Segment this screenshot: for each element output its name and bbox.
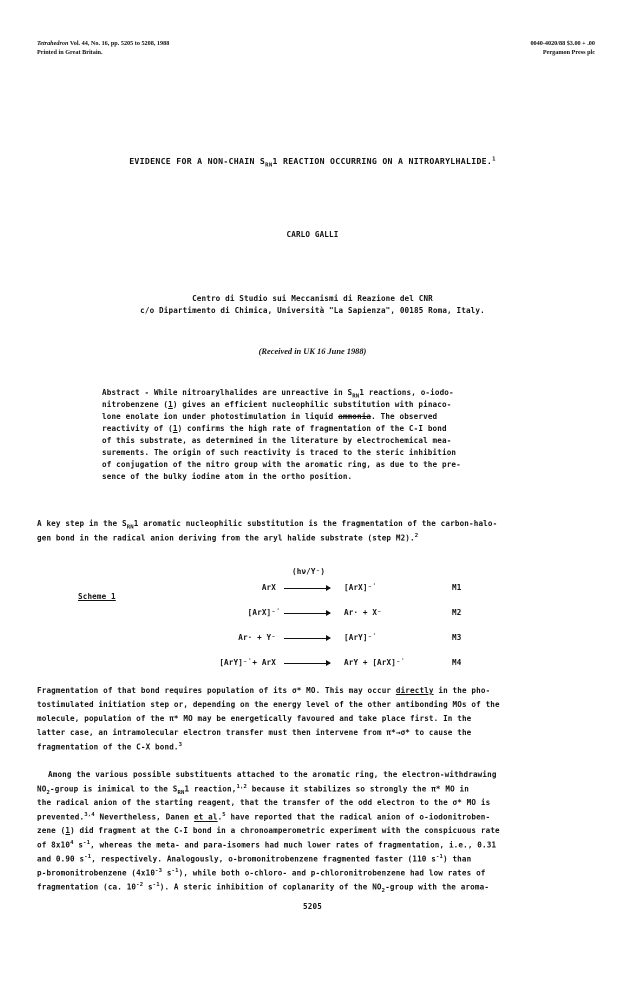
received-date: (Received in UK 16 June 1988) (258, 347, 367, 356)
paper-title: EVIDENCE FOR A NON-CHAIN $S_{RN}1$ REACTION OCCURRING ON A NITROARYLHALIDE.$^1$ (129, 156, 496, 169)
publisher: Pergamon Press plc (542, 49, 595, 56)
abstract-line: reactivity of (1) confirms the high rate of fragmentation of the C-I bond (102, 424, 447, 433)
step-tag: M2 (452, 608, 462, 617)
step-tag: M1 (452, 583, 462, 592)
text-line: $NO_2$-group is inimical to the $S_{RN}1$ reaction,$^{1,2}$ because it stabilizes so strongly the π* MO in (37, 784, 469, 797)
text-line: of $8x10^4$ $s^{-1}$, whereas the meta- and para-isomers had much lower rates of fragmentation, i.e., 0.31 (37, 840, 497, 850)
scheme-condition: (hν/Y⁻) (292, 567, 326, 576)
page-number: 5205 (303, 902, 322, 911)
product: Ar· + X⁻ (344, 608, 382, 617)
text-line: the radical anion of the starting reagent, that the transfer of the odd electron to the σ* MO is (37, 798, 491, 807)
abstract-line: surements. The origin of such reactivity is traced to the steric inhibition (102, 448, 457, 457)
text-line: molecule, population of the π* MO may be energetically favoured and take place first. In the (37, 714, 472, 723)
reactant: [ArY]⁻̇ + ArX (219, 658, 276, 667)
reactant: [ArX]⁻̇ (247, 608, 276, 617)
text-line: gen bond in the radical anion deriving from the aryl halide substrate (step M2).$^2$ (37, 533, 419, 543)
step-tag: M4 (452, 658, 462, 667)
printed-in: Printed in Great Britain. (37, 49, 103, 56)
journal-citation (37, 40, 169, 48)
text-line: tostimulated initiation step or, depending on the energy level of the other antibonding MOs of the (37, 700, 500, 709)
article-code: 0040-4020/88 $3.00 + .00 (530, 40, 595, 47)
journal-name: Tetrahedron (37, 40, 69, 47)
reaction-arrow (280, 583, 334, 592)
product: [ArY]⁻̇ (344, 633, 373, 642)
text-line: Fragmentation of that bond requires population of its σ* MO. This may occur directly in the pho- (37, 686, 491, 695)
reaction-arrow (280, 608, 334, 617)
affiliation-line-1: Centro di Studio sui Meccanismi di Reazione del CNR (192, 294, 433, 303)
step-tag: M3 (452, 633, 462, 642)
author-name: CARLO GALLI (286, 230, 339, 239)
citation-text: Vol. 44, No. 16, pp. 5205 to 5208, 1988 (69, 40, 170, 47)
abstract-line: sence of the bulky iodine atom in the ortho position. (102, 472, 353, 481)
abstract-line: lone enolate ion under photostimulation in liquid ammonia. The observed (102, 412, 438, 421)
abstract-line: Abstract - While nitroarylhalides are unreactive in $S_{RN}1$ reactions, o-iodo- (102, 388, 454, 400)
text-line: prevented.$^{3,4}$ Nevertheless, Danen et al.$^5$ have reported that the radical anion of o-iodonitroben- (37, 812, 491, 822)
text-line: zene (1) did fragment at the C-I bond in a chronoamperometric experiment with the conspicuous rate (37, 826, 500, 835)
product: ArY + [ArX]⁻̇ (344, 658, 401, 667)
text-line: fragmentation (ca. $10^{-2}$ $s^{-1}$). A steric inhibition of coplanarity of the $NO_2$-group with the aroma- (37, 882, 490, 895)
scheme-label: Scheme 1 (78, 592, 116, 601)
abstract-line: of this substrate, as determined in the literature by electrochemical mea- (102, 436, 452, 445)
affiliation-line-2: c/o Dipartimento di Chimica, Università "La Sapienza", 00185 Roma, Italy. (140, 306, 485, 315)
reaction-arrow (280, 658, 334, 667)
text-line: A key step in the $S_{RN}1$ aromatic nucleophilic substitution is the fragmentation of the carbon-halo- (37, 519, 498, 531)
abstract-line: of conjugation of the nitro group with the aromatic ring, as due to the pre- (102, 460, 461, 469)
product: [ArX]⁻̇ (344, 583, 373, 592)
reactant: Ar· + Y⁻ (238, 633, 276, 642)
reactant: ArX (261, 583, 276, 592)
reaction-arrow (280, 633, 334, 642)
text-line: Among the various possible substituents attached to the aromatic ring, the electron-withdrawing (48, 770, 497, 779)
text-line: p-bromonitrobenzene ($4x10^{-3}$ $s^{-1}$), while both o-chloro- and p-chloronitrobenzene had low rates of (37, 868, 486, 878)
abstract-line: nitrobenzene (1) gives an efficient nucleophilic substitution with pinaco- (102, 400, 452, 409)
text-line: latter case, an intramolecular electron transfer must then intervene from π*→σ* to cause the (37, 728, 472, 737)
text-line: and 0.90 $s^{-1}$, respectively. Analogously, o-bromonitrobenzene fragmented faster (110 $s^{-1}$) than (37, 854, 472, 864)
text-line: fragmentation of the C-X bond.$^3$ (37, 742, 183, 752)
